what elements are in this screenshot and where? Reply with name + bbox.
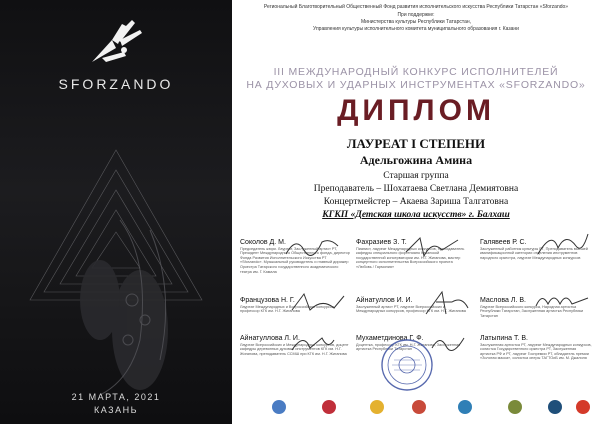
sponsor-logo (412, 400, 426, 414)
competition-title-line2: НА ДУХОВЫХ И УДАРНЫХ ИНСТРУМЕНТАХ «SFORZANDO» (246, 79, 586, 91)
laureate-degree: ЛАУРЕАТ I СТЕПЕНИ (346, 136, 486, 151)
jury-member: Соколов Д. М. Председатель жюри. Лауреат, Заслуженный артист РТ, Президент Международного Общественного фонда, директор Фонда Развития Исполнительского Искусства РТ «Sforzando». Музыкальный руководитель и главный дирижер Оркестра Татарского государственного академического театра им. Г. Камала (240, 239, 350, 274)
jury-member: Айнатуллова Л. И. Лауреат Всероссийских и Международных конкурсов, доцент кафедры деревянных духовых инструментов КГК им. Н.Г. Жиганова, преподаватель ССМШ при КГК им. Н.Г. Жиганова (240, 335, 349, 356)
signature-icon (282, 232, 342, 260)
jury-member: Французова Н. Г. Лауреат Международных и Всероссийских конкурсов, профессор КГК им. Н.Г. Жиганова (240, 297, 336, 314)
sponsor-logo (458, 400, 472, 414)
sponsor-logo (548, 400, 562, 414)
sponsor-logo (576, 400, 590, 414)
official-seal-icon (380, 338, 434, 392)
brand-panel (0, 0, 232, 424)
signature-icon (532, 288, 592, 312)
sponsor-logo (322, 400, 336, 414)
recipient-name: Адельгожина Амина (359, 153, 473, 167)
sponsor-logo (508, 400, 522, 414)
header-ministry: Министерства культуры Республики Татарстан, (360, 19, 472, 25)
signature-icon (428, 330, 468, 354)
signature-icon (422, 288, 472, 318)
diploma-title: ДИПЛОМ (337, 94, 495, 127)
brand-name: SFORZANDO (58, 76, 174, 92)
signature-icon (402, 232, 462, 260)
age-group: Старшая группа (383, 171, 449, 181)
header-support: При поддержке: (397, 12, 435, 18)
signature-icon (288, 288, 348, 316)
jury-member: Латыпина Т. В. Заслуженная артистка РТ, лауреат Международных конкурсов, солистка Государственного оркестра РТ, Заслуженная артистка РФ и РТ, лауреат Госпремии РТ, обладатель премии «Золотая маска», солистка оперы ТАГТОиБ им. М. Джалиля (480, 335, 592, 361)
jury-member: Фахразиев З. Т. Пианист, лауреат Международных конкурсов, преподаватель кафедры специального фортепиано Казанской государственной консерватории им. Н.Г. Жиганова, мастер концертного исполнительства Всероссийского проекта «Любовь / Гармония» (356, 239, 465, 269)
header-department: Управления культуры исполнительного комитета муниципального образования г. Казани (313, 26, 519, 32)
event-city: КАЗАНЬ (94, 405, 138, 415)
jury-member: Айнатуллов И. И. Заслуженный артист РТ, лауреат Всероссийских и Международных конкурсов, профессор КГК им. Н.Г. Жиганова (356, 297, 466, 314)
jury-member: Маслова Л. В. Лауреат Всероссийского конкурса, Народная артистка Республики Татарстан, Заслуженная артистка Республики Татарстан (480, 297, 584, 318)
header-organizer: Региональный Благотворительный Общественный Фонд развития исполнительского искусства Республики Татарстан «Sforzando» (263, 4, 569, 10)
event-date: 21 МАРТА, 2021 (71, 392, 161, 402)
school-name: КГКП «Детская школа искусств» г. Балхаш (322, 210, 510, 220)
sponsor-logo (370, 400, 384, 414)
sponsor-logo (272, 400, 286, 414)
signature-icon (288, 330, 338, 356)
signature-icon (532, 228, 592, 260)
accompanist: Концертмейстер – Акаева Зариша Талгатовна (323, 197, 509, 207)
jury-member: Мухаметдинова Г. Ф. Доцентка, профессор КГК им. Н.Г. Жиганова, Заслуженная артистка Республики Татарстан (356, 335, 461, 352)
competition-title-line1: III МЕЖДУНАРОДНЫЙ КОНКУРС ИСПОЛНИТЕЛЕЙ (273, 66, 559, 78)
jury-member: Галявеев Р. С. Заслуженный работник культуры РТ, Преподаватель высшей квалификационной категории отделения инструментов народного оркестра, лауреат Международных конкурсов (480, 239, 588, 260)
sforzando-bird-logo-icon (82, 18, 148, 70)
teacher: Преподаватель – Шохатаева Светлана Демиятовна (313, 184, 519, 194)
